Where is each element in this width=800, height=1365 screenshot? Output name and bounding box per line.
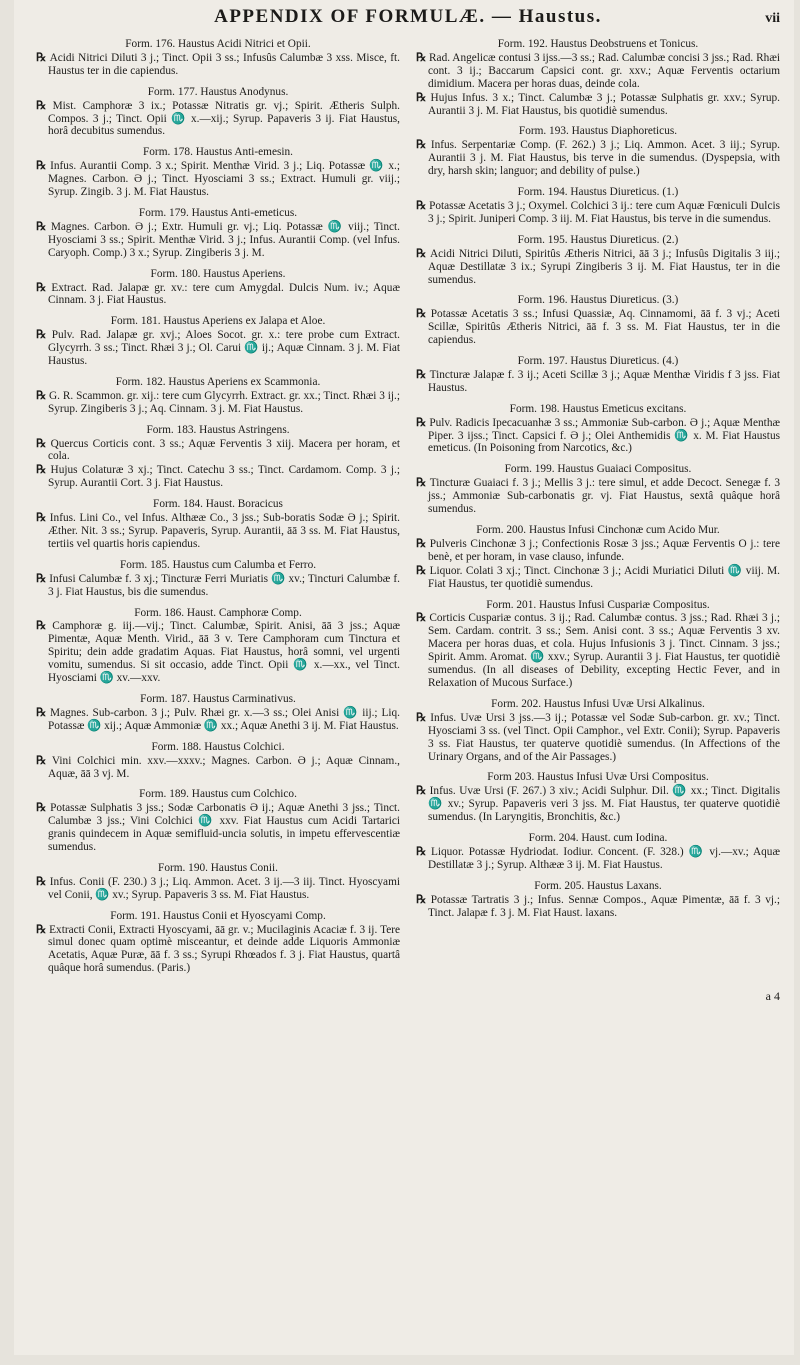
recipe-paragraph: ℞ Infus. Uvæ Ursi 3 jss.—3 ij.; Potassæ vel Sodæ Sub-carbon. gr. xv.; Tinct. Hyosciami 3 ss. (vel Tinct. Opii Camphor., vel Extr. Conii); Syrup. Papaveris 3 ss. Fiat Haustus, ter quaterve quotidiè sumendus. (In Affections of the Urinary Organs, and of the Air Passages.) [416, 712, 780, 764]
formula-entry [36, 910, 400, 976]
formula-entry [36, 146, 400, 199]
formula-entry [36, 376, 400, 416]
formula-title: Form. 176. Haustus Acidi Nitrici et Opii. [125, 38, 311, 50]
formula-title: Form 203. Haustus Infusi Uvæ Ursi Compositus. [487, 771, 709, 784]
formula-title: Form. 198. Haustus Emeticus excitans. [509, 402, 687, 415]
page [14, 0, 794, 1355]
formula-entry [36, 607, 400, 685]
recipe-paragraph: ℞ Pulv. Rad. Jalapæ gr. xvj.; Aloes Socot. gr. x.: tere probe cum Extract. Glycyrrh. 3 ss.; Tinct. Rhæi 3 j.; Ol. Carui ♏ ij.; Aquæ Cinnam. 3 j. M. Fiat Haustus. [36, 329, 400, 368]
formula-entry [416, 698, 780, 764]
formula-entry [416, 234, 780, 287]
page-header [36, 0, 780, 38]
recipe-paragraph: ℞ Infus. Lini Co., vel Infus. Althææ Co., 3 jss.; Sub-boratis Sodæ Ə j.; Spirit. Æther. Nit. 3 ss.; Syrup. Papaveris, Syrup. Aurantii, āā 3 ss. M. Fiat Haustus, tertiis vel quartis horis capiendus. [36, 512, 400, 551]
formula-title: Form. 192. Haustus Deobstruens et Tonicus. [497, 38, 699, 50]
formula-title: Form. 183. Haustus Astringens. [146, 423, 290, 436]
two-column-body [36, 38, 780, 983]
formula-title: Form. 200. Haustus Infusi Cinchonæ cum Acido Mur. [476, 524, 720, 536]
formula-entry [416, 294, 780, 347]
formula-title: Form. 197. Haustus Diureticus. (4.) [517, 355, 679, 368]
formula-entry [416, 125, 780, 178]
formula-title: Form. 179. Haustus Anti-emeticus. [138, 206, 298, 219]
recipe-paragraph: ℞ Rad. Angelicæ contusi 3 ijss.—3 ss.; Rad. Calumbæ concisi 3 jss.; Rad. Rhæi cont. 3 ij.; Baccarum Capsici cont. gr. xxv.; Aquæ Ferventis octarium dimidium. Macera per horas duas, deinde cola. [416, 52, 780, 91]
recipe-paragraph: ℞ Quercus Corticis cont. 3 ss.; Aquæ Ferventis 3 xiij. Macera per horam, et cola. [36, 438, 400, 464]
formula-entry [416, 880, 780, 920]
formula-entry [36, 424, 400, 491]
recipe-paragraph: ℞ Vini Colchici min. xxv.—xxxv.; Magnes. Carbon. Ə j.; Aquæ Cinnam., Aquæ, āā 3 vj. M. [36, 755, 400, 781]
recipe-paragraph: ℞ Infusi Calumbæ f. 3 xj.; Tincturæ Ferri Muriatis ♏ xv.; Tincturi Calumbæ f. 3 j. Fiat Haustus, bis die sumendus. [36, 573, 400, 599]
recipe-paragraph: ℞ Tincturæ Guaiaci f. 3 j.; Mellis 3 j.: tere simul, et adde Decoct. Senegæ f. 3 jss.; Ammoniæ Sub-carbonatis gr. vj. Fiat Haustus, sextâ quâque horâ sumendus. [416, 477, 780, 516]
recipe-paragraph: ℞ Extract. Rad. Jalapæ gr. xv.: tere cum Amygdal. Dulcis Num. iv.; Aquæ Cinnam. 3 j. Fiat Haustus. [36, 282, 400, 308]
formula-title: Form. 178. Haustus Anti-emesin. [143, 146, 293, 159]
signature-mark: a 4 [765, 989, 780, 1004]
left-column [36, 38, 400, 983]
recipe-paragraph: ℞ Infus. Serpentariæ Comp. (F. 262.) 3 j.; Liq. Ammon. Acet. 3 iij.; Syrup. Aurantii 3 j. M. Fiat Haustus, bis terve in die sumendus. (Dyspepsia, with dry, harsh skin; languor; and debility of pulse.) [416, 139, 780, 178]
formula-title: Form. 194. Haustus Diureticus. (1.) [517, 186, 679, 199]
formula-entry [36, 315, 400, 368]
recipe-paragraph: ℞ Potassæ Tartratis 3 j.; Infus. Sennæ Compos., Aquæ Pimentæ, āā f. 3 vj.; Tinct. Jalapæ f. 3 j. M. Fiat Haust. laxans. [416, 894, 780, 920]
recipe-paragraph: ℞ Potassæ Sulphatis 3 jss.; Sodæ Carbonatis Ə ij.; Aquæ Anethi 3 jss.; Tinct. Calumbæ 3 jss.; Vini Colchici ♏ xxv. Fiat Haustus cum Acidi Tartarici granis quindecem in Aquæ semifluid-uncia solutis, in impetu effervescentiæ sumendus. [36, 802, 400, 854]
running-head: APPENDIX OF FORMULÆ. — Haustus. [214, 6, 602, 27]
formula-entry [416, 186, 780, 226]
formula-entry [416, 403, 780, 456]
recipe-paragraph: ℞ Infus. Conii (F. 230.) 3 j.; Liq. Ammon. Acet. 3 ij.—3 iij. Tinct. Hyoscyami vel Conii, ♏ xv.; Syrup. Papaveris 3 ss. M. Fiat Haustus. [36, 876, 400, 902]
formula-entry [36, 862, 400, 902]
formula-title: Form. 181. Haustus Aperiens ex Jalapa et Aloe. [110, 315, 326, 328]
recipe-paragraph: ℞ Potassæ Acetatis 3 j.; Oxymel. Colchici 3 ij.: tere cum Aquæ Fœniculi Dulcis 3 j.; Spirit. Juniperi Comp. 3 iij. M. Fiat Haustus, bis terve in die sumendus. [416, 200, 780, 226]
formula-entry [416, 771, 780, 824]
recipe-paragraph: ℞ Camphoræ g. iij.—vij.; Tinct. Calumbæ, Spirit. Anisi, āā 3 jss.; Aquæ Pimentæ, Aquæ Menth. Virid., āā 3 v. Tere Camphoram cum Tinctura et Spiritu; dein adde gradatim Aquas. Fiat Haustus, horâ somni, vel urgenti vomitu, sumendus. Si sit occasio, adde Tinct. Opii ♏ x.—xx., vel Tinct. Hyosciami ♏ xv.—xxv. [36, 620, 400, 685]
formula-title: Form. 184. Haust. Boracicus [153, 498, 283, 511]
formula-entry [36, 207, 400, 260]
formula-entry [36, 38, 400, 78]
formula-title: Form. 193. Haustus Diaphoreticus. [518, 125, 678, 138]
formula-entry [36, 268, 400, 308]
formula-entry [36, 693, 400, 733]
formula-entry [416, 38, 780, 117]
formula-title: Form. 191. Haustus Conii et Hyoscyami Comp. [110, 909, 326, 922]
formula-title: Form. 189. Haustus cum Colchico. [139, 788, 297, 801]
formula-title: Form. 185. Haustus cum Calumba et Ferro. [119, 558, 317, 571]
recipe-paragraph: ℞ Magnes. Sub-carbon. 3 j.; Pulv. Rhæi gr. x.—3 ss.; Olei Anisi ♏ iij.; Liq. Potassæ ♏ xij.; Aquæ Ammoniæ ♏ xx.; Aquæ Anethi 3 ij. M. Fiat Haustus. [36, 707, 400, 733]
recipe-paragraph: ℞ Hujus Colaturæ 3 xj.; Tinct. Catechu 3 ss.; Tinct. Cardamom. Comp. 3 j.; Syrup. Aurantii Cort. 3 j. Fiat Haustus. [36, 464, 400, 490]
recipe-paragraph: ℞ Liquor. Potassæ Hydriodat. Iodiur. Concent. (F. 328.) ♏ vj.—xv.; Aquæ Destillatæ 3 j.; Syrup. Althææ 3 ij. M. Fiat Haustus. [416, 846, 780, 872]
formula-title: Form. 199. Haustus Guaiaci Compositus. [504, 463, 692, 476]
formula-title: Form. 196. Haustus Diureticus. (3.) [517, 294, 679, 307]
formula-title: Form. 205. Haustus Laxans. [534, 879, 662, 892]
folio: vii [765, 11, 780, 26]
recipe-paragraph: ℞ Infus. Aurantii Comp. 3 x.; Spirit. Menthæ Virid. 3 j.; Liq. Potassæ ♏ x.; Magnes. Carbon. Ə j.; Tinct. Hyosciami 3 ss.; Extract. Humuli gr. viij.; Syrup. Zingib. 3 j. M. Fiat Haustus. [36, 160, 400, 199]
formula-entry [416, 599, 780, 690]
formula-entry [36, 741, 400, 781]
recipe-paragraph: ℞ Liquor. Colati 3 xj.; Tinct. Cinchonæ 3 j.; Acidi Muriatici Diluti ♏ viij. M. Fiat Haustus, ter quotidiè sumendus. [416, 565, 780, 591]
recipe-paragraph: ℞ Acidi Nitrici Diluti 3 j.; Tinct. Opii 3 ss.; Infusûs Calumbæ 3 xss. Misce, ft. Haustus ter in die capiendus. [36, 52, 400, 78]
formula-entry [36, 788, 400, 854]
formula-title: Form. 204. Haust. cum Iodina. [528, 832, 668, 845]
formula-title: Form. 188. Haustus Colchici. [151, 740, 285, 753]
recipe-paragraph: ℞ Potassæ Acetatis 3 ss.; Infusi Quassiæ, Aq. Cinnamomi, āā f. 3 vj.; Aceti Scillæ, Spiritûs Ætheris Nitrici, āā f. 3 ss. M. Fiat Haustus, ter in die capiendus. [416, 308, 780, 347]
formula-entry [36, 559, 400, 599]
formula-title: Form. 187. Haustus Carminativus. [140, 692, 296, 705]
formula-title: Form. 202. Haustus Infusi Uvæ Ursi Alkalinus. [491, 697, 705, 710]
recipe-paragraph: ℞ Pulv. Radicis Ipecacuanhæ 3 ss.; Ammoniæ Sub-carbon. Ə j.; Aquæ Menthæ Piper. 3 ijss.; Tinct. Capsici f. Ə j.; Olei Anthemidis ♏ x. M. Fiat Haustus emeticus. (In Poisoning from Narcotics, &c.) [416, 417, 780, 456]
recipe-paragraph: ℞ Corticis Cuspariæ contus. 3 ij.; Rad. Calumbæ contus. 3 jss.; Rad. Rhæi 3 j.; Sem. Cardam. contrit. 3 ss.; Sem. Anisi cont. 3 ss.; Aquæ Ferventis 3 xv. Macera per horas duas, et cola. Hujus Infusionis 3 j. Tinct. Cinnam. 3 jss.; Spirit. Amm. Aromat. ♏ xxv.; Syrup. Aurantii 3 j. Fiat Haustus, ter quotidiè sumendus. (In all diseases of Debility, excepting Hectic Fever, and in Relaxation of Mucous Surface.) [416, 612, 780, 689]
formula-title: Form. 186. Haust. Camphoræ Comp. [134, 606, 302, 619]
right-column [416, 38, 780, 983]
formula-entry [416, 355, 780, 395]
recipe-paragraph: ℞ Infus. Uvæ Ursi (F. 267.) 3 xiv.; Acidi Sulphur. Dil. ♏ xx.; Tinct. Digitalis ♏ xv.; Syrup. Papaveris veri 3 jss. M. Fiat Haustus, ter quaterve quotidiè sumendus. (In Laryngitis, Bronchitis, &c.) [416, 785, 780, 824]
formula-entry [416, 524, 780, 591]
formula-entry [36, 498, 400, 551]
recipe-paragraph: ℞ Hujus Infus. 3 x.; Tinct. Calumbæ 3 j.; Potassæ Sulphatis gr. xxv.; Syrup. Aurantii 3 j. M. Fiat Haustus, bis quotidiè sumendus. [416, 92, 780, 118]
recipe-paragraph: ℞ Mist. Camphoræ 3 ix.; Potassæ Nitratis gr. vj.; Spirit. Ætheris Sulph. Compos. 3 j.; Tinct. Opii ♏ x.—xij.; Syrup. Papaveris 3 ij. Fiat Haustus, horâ decubitus sumendus. [36, 100, 400, 139]
formula-title: Form. 180. Haustus Aperiens. [150, 267, 286, 280]
formula-title: Form. 195. Haustus Diureticus. (2.) [517, 233, 679, 246]
formula-title: Form. 177. Haustus Anodynus. [147, 85, 289, 98]
formula-entry [416, 463, 780, 516]
recipe-paragraph: ℞ Pulveris Cinchonæ 3 j.; Confectionis Rosæ 3 jss.; Aquæ Ferventis O j.: tere benè, et per horam, in vase clauso, infunde. [416, 538, 780, 564]
formula-entry [416, 832, 780, 872]
formula-title: Form. 201. Haustus Infusi Cuspariæ Compositus. [486, 598, 710, 611]
formula-title: Form. 182. Haustus Aperiens ex Scammonia. [115, 375, 321, 388]
recipe-paragraph: ℞ Tincturæ Jalapæ f. 3 ij.; Aceti Scillæ 3 j.; Aquæ Menthæ Viridis f 3 jss. Fiat Haustus. [416, 369, 780, 395]
recipe-paragraph: ℞ G. R. Scammon. gr. xij.: tere cum Glycyrrh. Extract. gr. xx.; Tinct. Rhæi 3 ij.; Syrup. Zingiberis 3 j.; Aq. Cinnam. 3 j. M. Fiat Haustus. [36, 390, 400, 416]
formula-title: Form. 190. Haustus Conii. [158, 861, 278, 874]
recipe-paragraph: ℞ Extracti Conii, Extracti Hyoscyami, āā gr. v.; Mucilaginis Acaciæ f. 3 ij. Tere simul donec quam optimè misceantur, et deinde adde Liquoris Ammoniæ Acetatis, Aquæ Puræ, āā f. 3 ss.; Syrupi Rhœados f. 3 j. Fiat Haustus, quartâ quâque horâ sumendus. (Paris.) [36, 924, 400, 976]
formula-entry [36, 86, 400, 139]
recipe-paragraph: ℞ Magnes. Carbon. Ə j.; Extr. Humuli gr. vj.; Liq. Potassæ ♏ viij.; Tinct. Hyosciami 3 ss.; Spirit. Menthæ Virid. 3 j.; Infus. Aurantii Comp. (vel Infus. Caryoph. Comp.) 3 x.; Syrup. Zingiberis 3 j. M. [36, 221, 400, 260]
recipe-paragraph: ℞ Acidi Nitrici Diluti, Spiritûs Ætheris Nitrici, āā 3 j.; Infusûs Digitalis 3 iij.; Aquæ Destillatæ 3 ix.; Syrupi Zingiberis 3 ij. M. Fiat Haustus, ter in die sumendus. [416, 248, 780, 287]
